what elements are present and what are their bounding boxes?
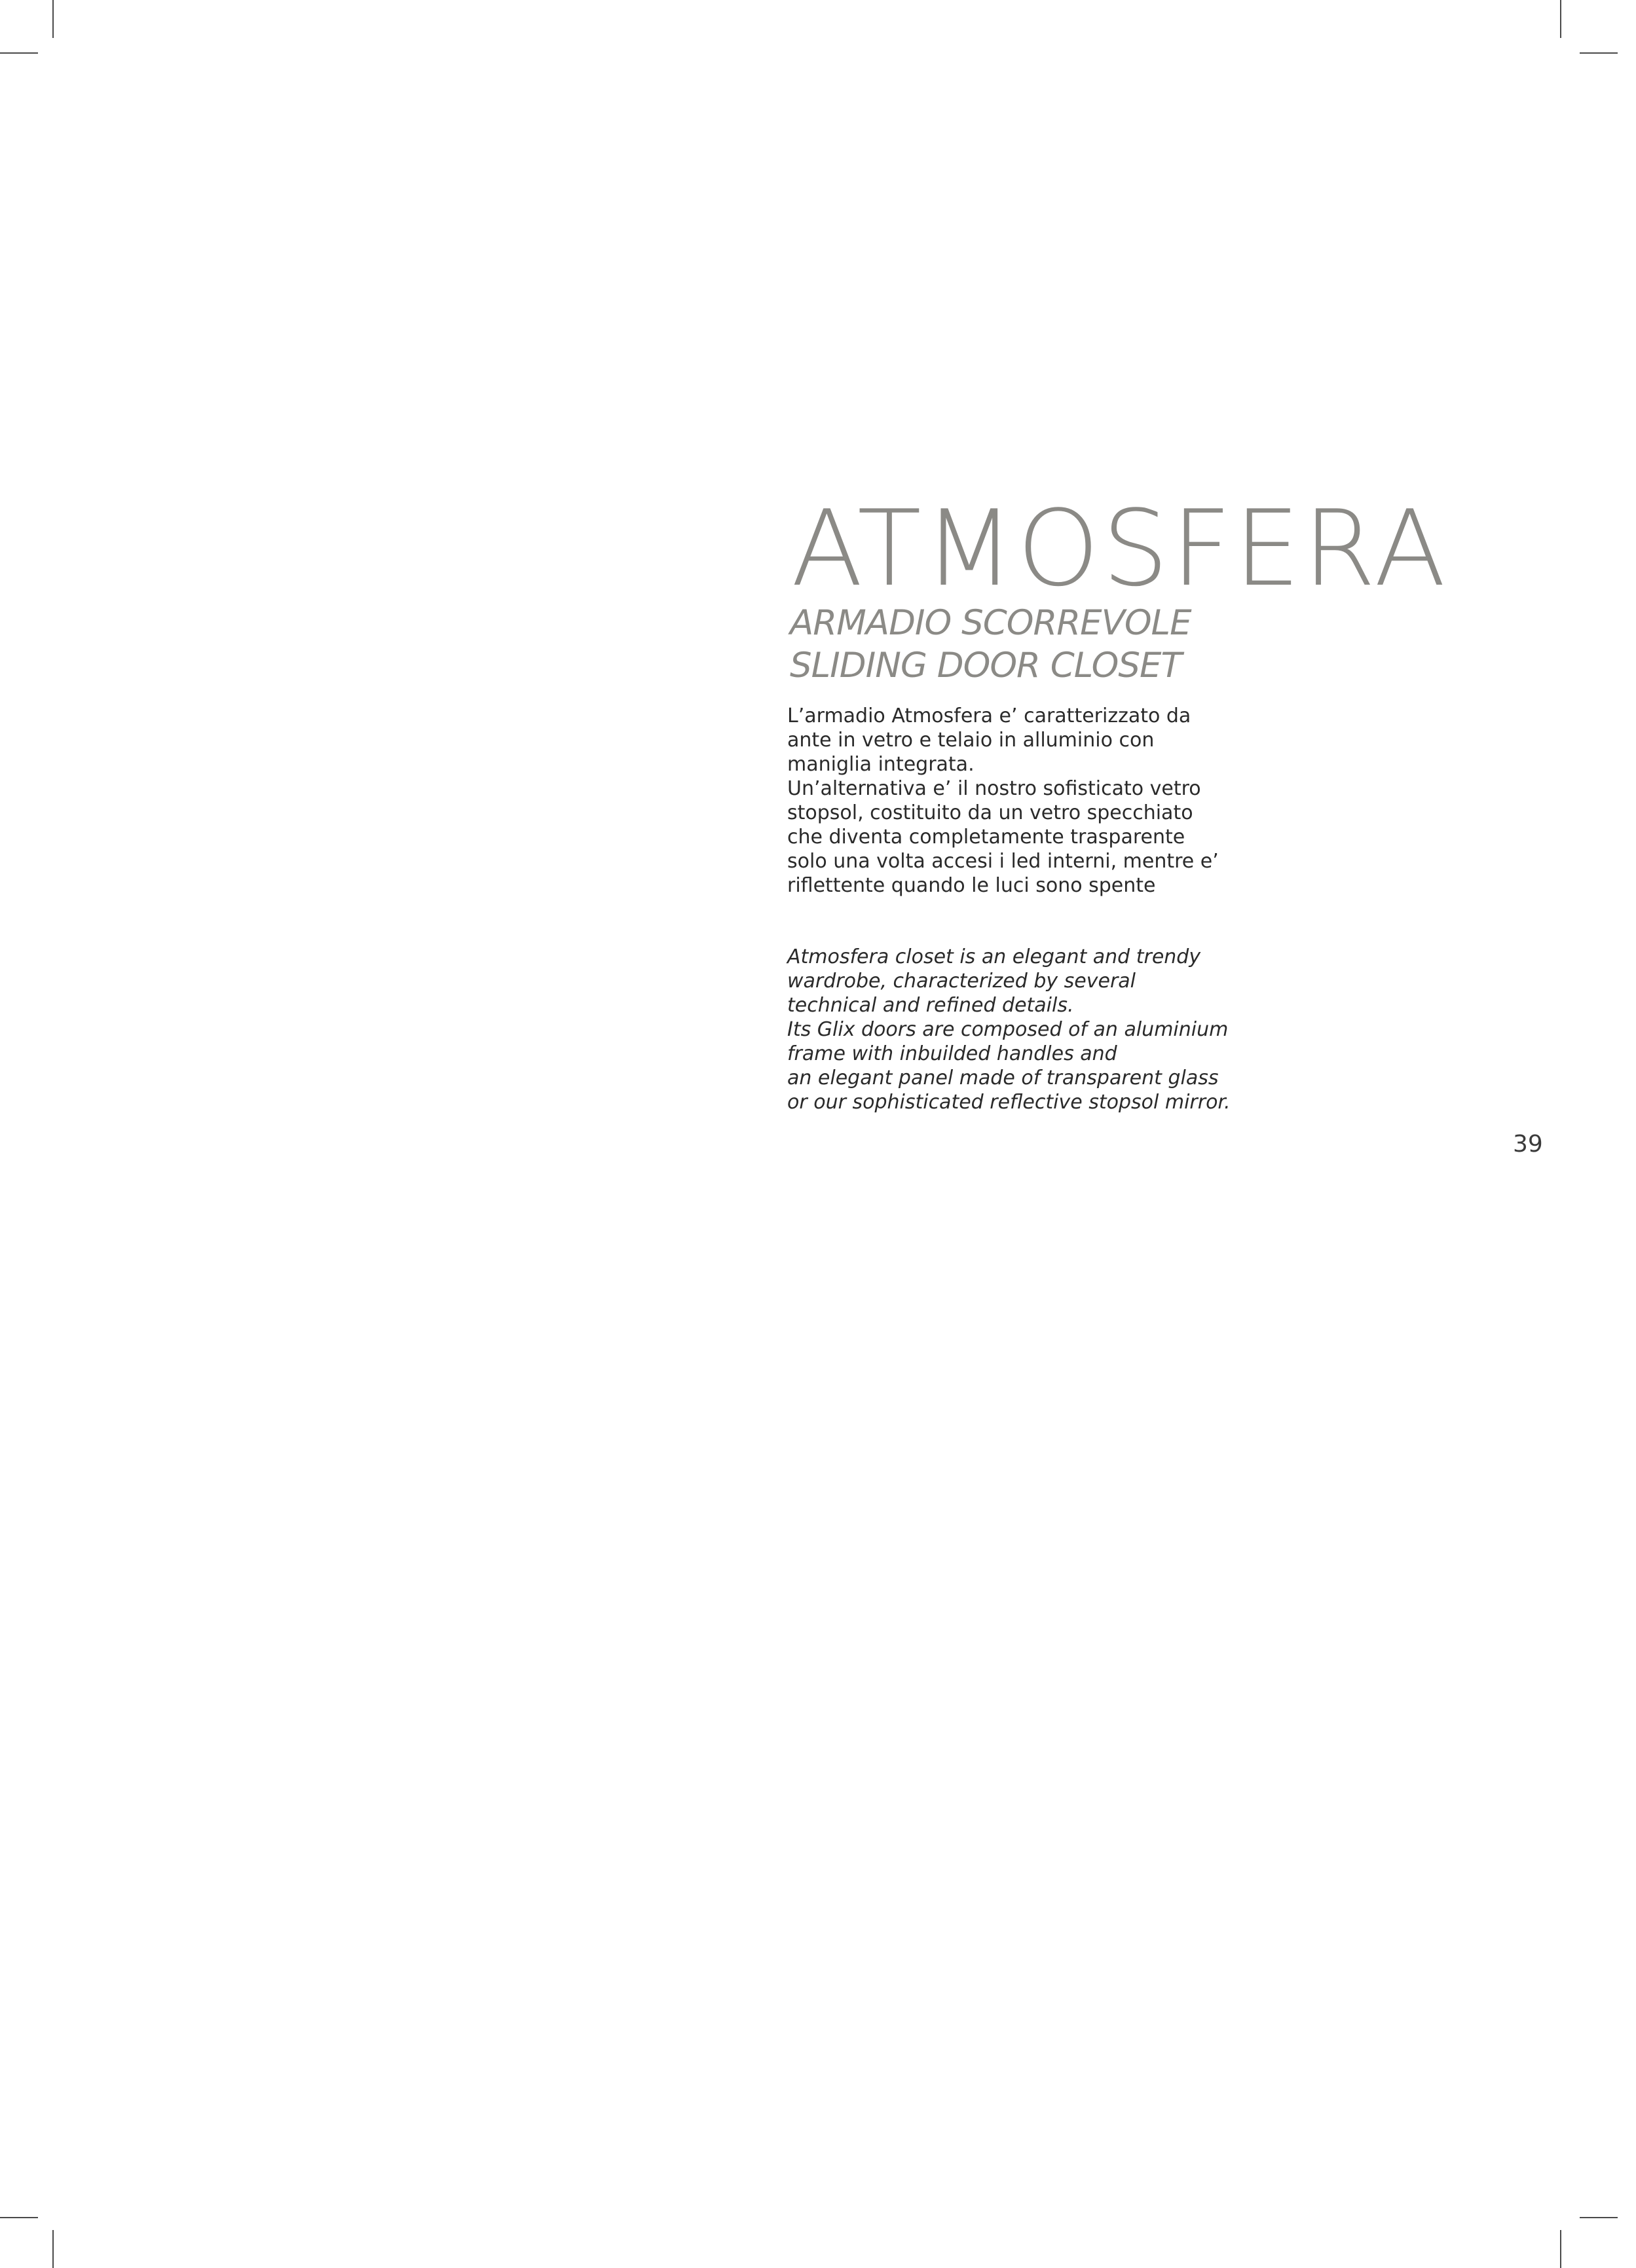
page-number: 39 xyxy=(1513,1131,1543,1158)
english-line: frame with inbuilded handles and xyxy=(787,1042,1117,1065)
crop-mark-bottom-left-vertical xyxy=(52,2230,54,2268)
english-line: an elegant panel made of transparent glass xyxy=(787,1067,1219,1089)
italian-line: L’armadio Atmosfera e’ caratterizzato da xyxy=(787,704,1191,727)
english-line: technical and refined details. xyxy=(787,994,1074,1017)
english-line: or our sophisticated reflective stopsol mirror. xyxy=(787,1091,1231,1114)
italian-line: che diventa completamente trasparente xyxy=(787,826,1185,849)
italian-description xyxy=(787,704,1219,898)
crop-mark-top-left-horizontal xyxy=(0,52,38,54)
english-line: Atmosfera closet is an elegant and trendy xyxy=(787,945,1201,968)
italian-line: ante in vetro e telaio in alluminio con xyxy=(787,729,1155,752)
english-line: Its Glix doors are composed of an aluminium xyxy=(787,1018,1229,1041)
italian-line: solo una volta accesi i led interni, mentre e’ xyxy=(787,850,1219,873)
crop-mark-bottom-right-vertical xyxy=(1560,2230,1561,2268)
italian-line: Un’alternativa e’ il nostro sofisticato vetro xyxy=(787,777,1201,800)
crop-mark-top-right-horizontal xyxy=(1580,52,1618,54)
subtitle-english: SLIDING DOOR CLOSET xyxy=(790,646,1181,686)
italian-line: maniglia integrata. xyxy=(787,753,975,776)
italian-line: stopsol, costituito da un vetro specchiato xyxy=(787,801,1193,824)
italian-line: riflettente quando le luci sono spente xyxy=(787,874,1156,897)
english-description xyxy=(787,945,1231,1114)
crop-mark-bottom-right-horizontal xyxy=(1580,2217,1618,2218)
english-line: wardrobe, characterized by several xyxy=(787,970,1136,993)
crop-mark-top-left-vertical xyxy=(52,0,54,38)
crop-mark-top-right-vertical xyxy=(1560,0,1561,38)
subtitle-italian: ARMADIO SCORREVOLE xyxy=(790,603,1191,643)
page-title: ATMOSFERA xyxy=(791,487,1449,610)
crop-mark-bottom-left-horizontal xyxy=(0,2217,38,2218)
